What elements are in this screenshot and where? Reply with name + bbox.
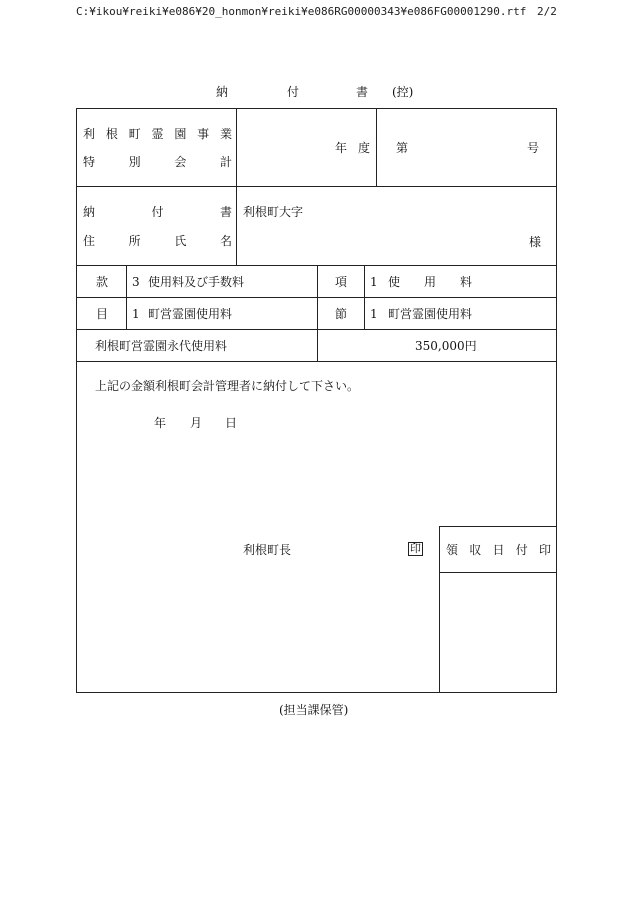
fee-name: 利根町営霊園永代使用料 xyxy=(95,339,228,353)
kan-number: 3 xyxy=(132,275,140,289)
payer-address: 利根町大字 xyxy=(243,205,304,219)
seal-mark: 印 xyxy=(410,542,421,555)
moku-label: 目 xyxy=(96,307,109,321)
moku-number: 1 xyxy=(132,307,140,321)
account-line-2: 特 別 会 計 xyxy=(83,155,232,169)
title-suffix: (控) xyxy=(392,85,414,99)
setsu-name: 町営霊園使用料 xyxy=(388,307,473,321)
kan-label: 款 xyxy=(96,275,109,289)
payment-form xyxy=(76,108,557,693)
account-line-1: 利 根 町 霊 園 事 業 xyxy=(83,127,232,141)
file-path: C:¥ikou¥reiki¥e086¥20_honmon¥reiki¥e086RG00000343¥e086FG00001290.rtf xyxy=(76,5,527,18)
page-number: 2/2 xyxy=(537,5,557,18)
kan-name: 使用料及び手数料 xyxy=(148,275,245,289)
setsu-label: 節 xyxy=(335,307,348,321)
title-char-2: 付 xyxy=(287,85,300,99)
title-char-1: 納 xyxy=(216,85,229,99)
setsu-number: 1 xyxy=(370,307,378,321)
date-month: 月 xyxy=(190,416,203,430)
kou-name: 使 用 料 xyxy=(388,275,472,289)
kou-number: 1 xyxy=(370,275,378,289)
payment-instruction: 上記の金額利根町会計管理者に納付して下さい。 xyxy=(95,379,360,393)
date-day: 日 xyxy=(225,416,238,430)
date-year: 年 xyxy=(154,416,167,430)
issuer-name: 利根町長 xyxy=(243,543,292,557)
payer-honorific: 様 xyxy=(529,235,542,249)
number-prefix: 第 xyxy=(396,141,409,155)
kou-label: 項 xyxy=(335,275,348,289)
receipt-date-stamp-label: 領 収 日 付 印 xyxy=(446,543,551,557)
title-char-3: 書 xyxy=(356,85,369,99)
payer-label-1: 納 付 書 xyxy=(83,205,232,219)
moku-name: 町営霊園使用料 xyxy=(148,307,233,321)
footer-note: (担当課保管) xyxy=(279,703,349,717)
fee-amount: 350,000円 xyxy=(415,339,477,353)
number-suffix: 号 xyxy=(527,141,540,155)
payer-label-2: 住 所 氏 名 xyxy=(83,234,232,248)
fiscal-year-label: 年 度 xyxy=(335,141,370,155)
